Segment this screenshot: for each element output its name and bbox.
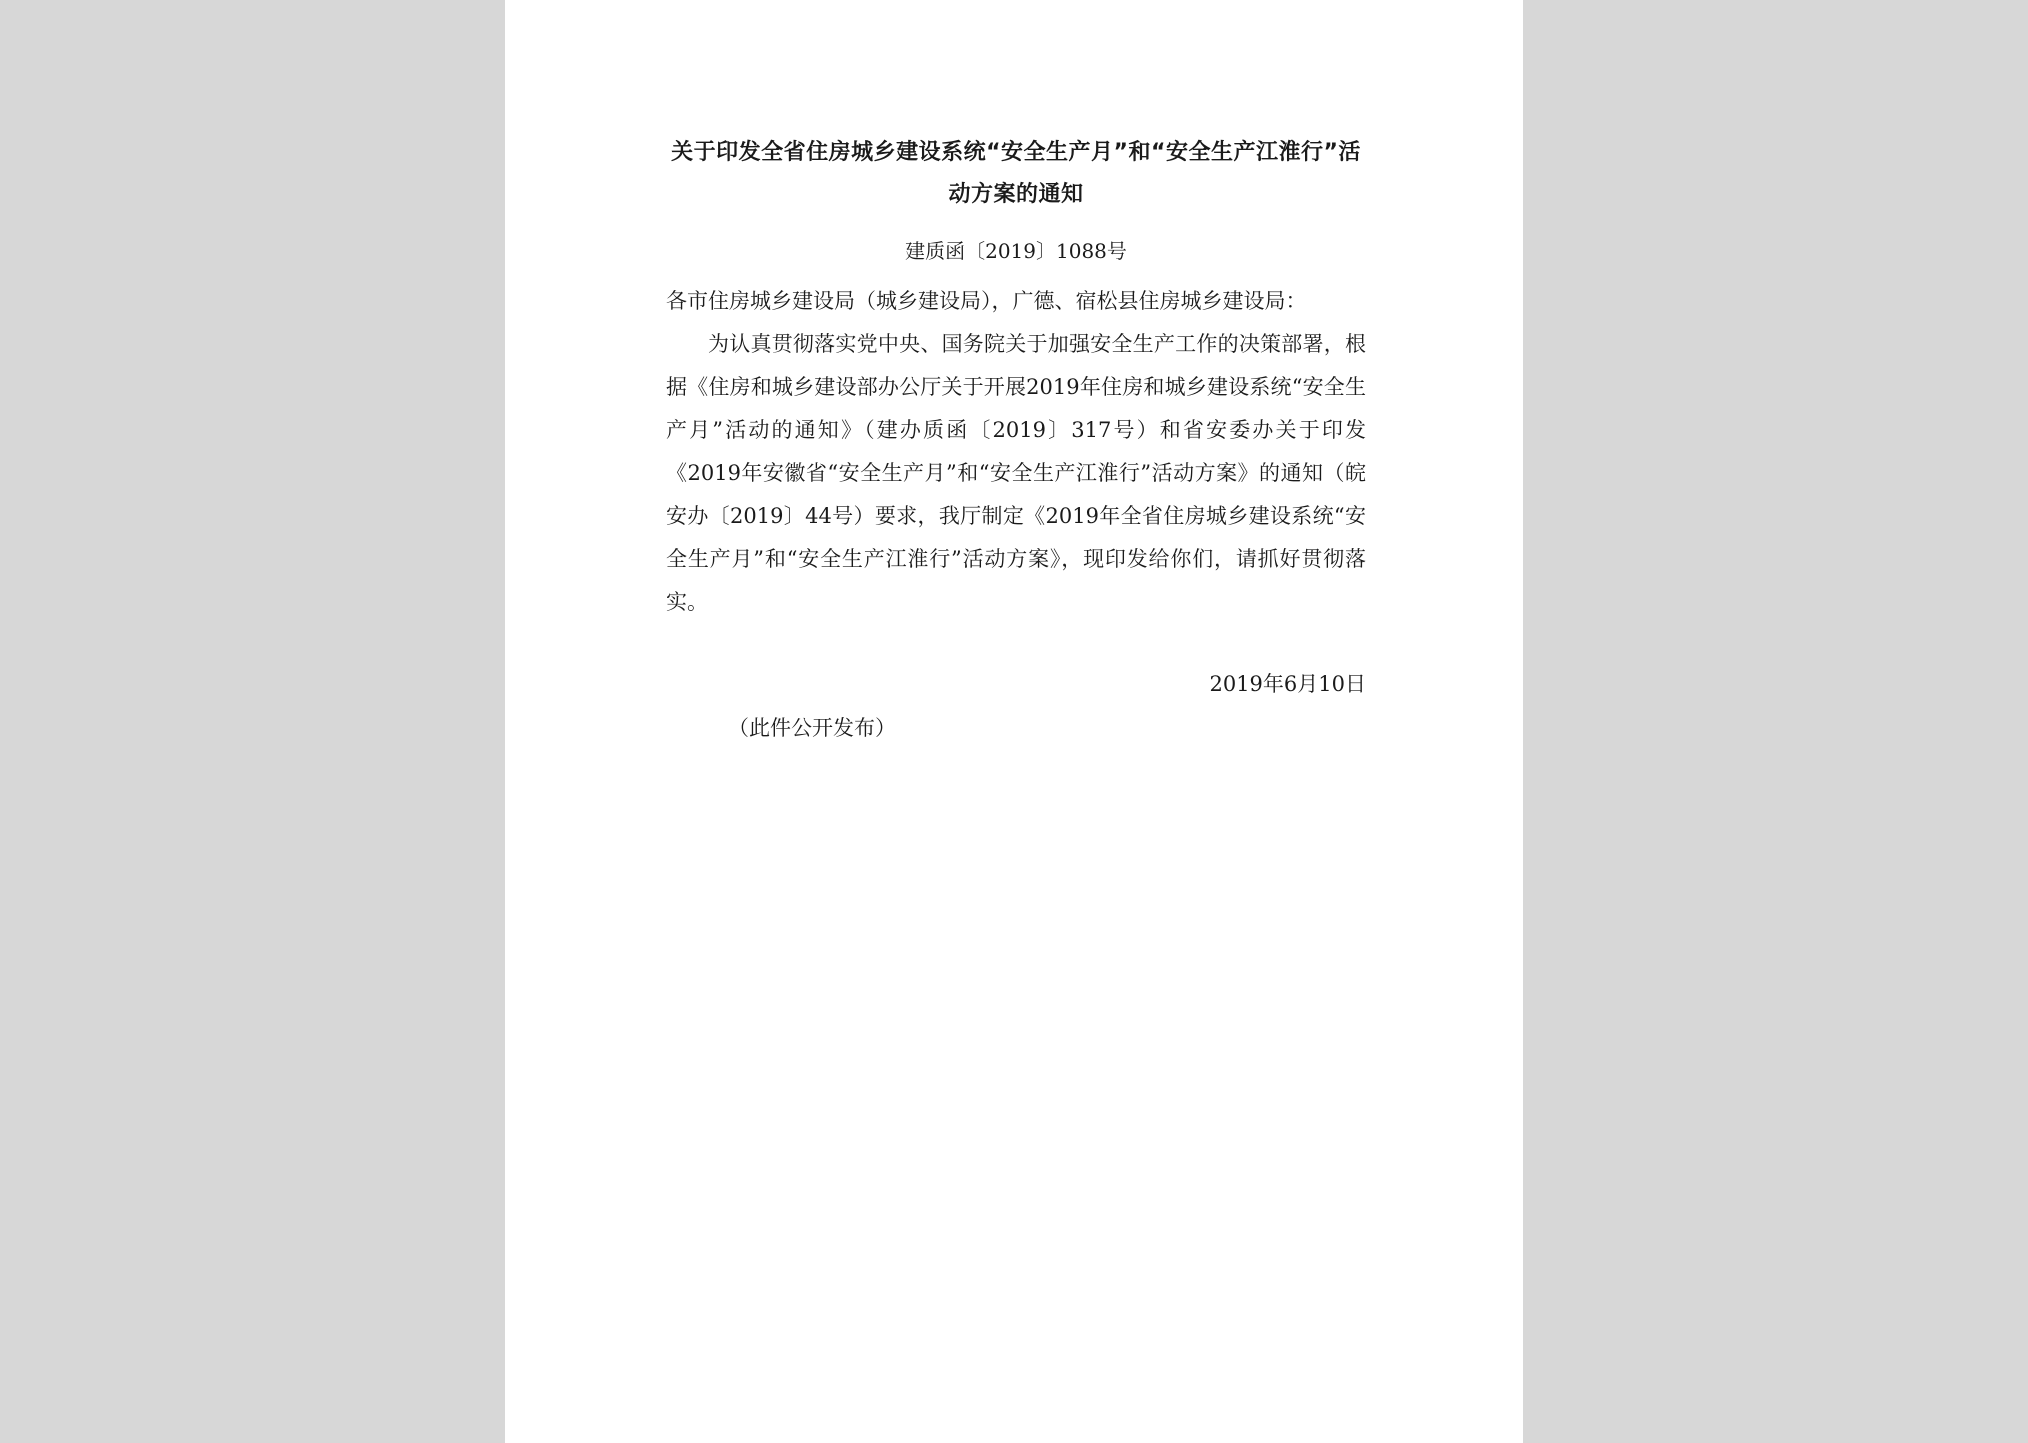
document-number: 建质函〔2019〕1088号 <box>905 239 1127 263</box>
publicity-note: （此件公开发布） <box>728 716 896 740</box>
body-paragraph: 为认真贯彻落实党中央、国务院关于加强安全生产工作的决策部署，根据《住房和城乡建设部办公厅关于开展2019年住房和城乡建设系统“安全生产月”活动的通知》（建办质函〔2019〕317号）和省安委办关于印发《2019年安徽省“安全生产月”和“安全生产江淮行”活动方案》的通知（皖安办〔2019〕44号）要求，我厅制定《2019年全省住房城乡建设系统“安全生产月”和“安全生产江淮行”活动方案》，现印发给你们，请抓好贯彻落实。 <box>666 332 1366 614</box>
document-title: 关于印发全省住房城乡建设系统“安全生产月”和“安全生产江淮行”活动方案的通知 <box>671 140 1361 207</box>
document-content <box>666 132 1366 748</box>
issue-date: 2019年6月10日 <box>1209 672 1366 696</box>
salutation: 各市住房城乡建设局（城乡建设局），广德、宿松县住房城乡建设局： <box>666 289 1307 313</box>
document-page <box>505 0 1523 1443</box>
